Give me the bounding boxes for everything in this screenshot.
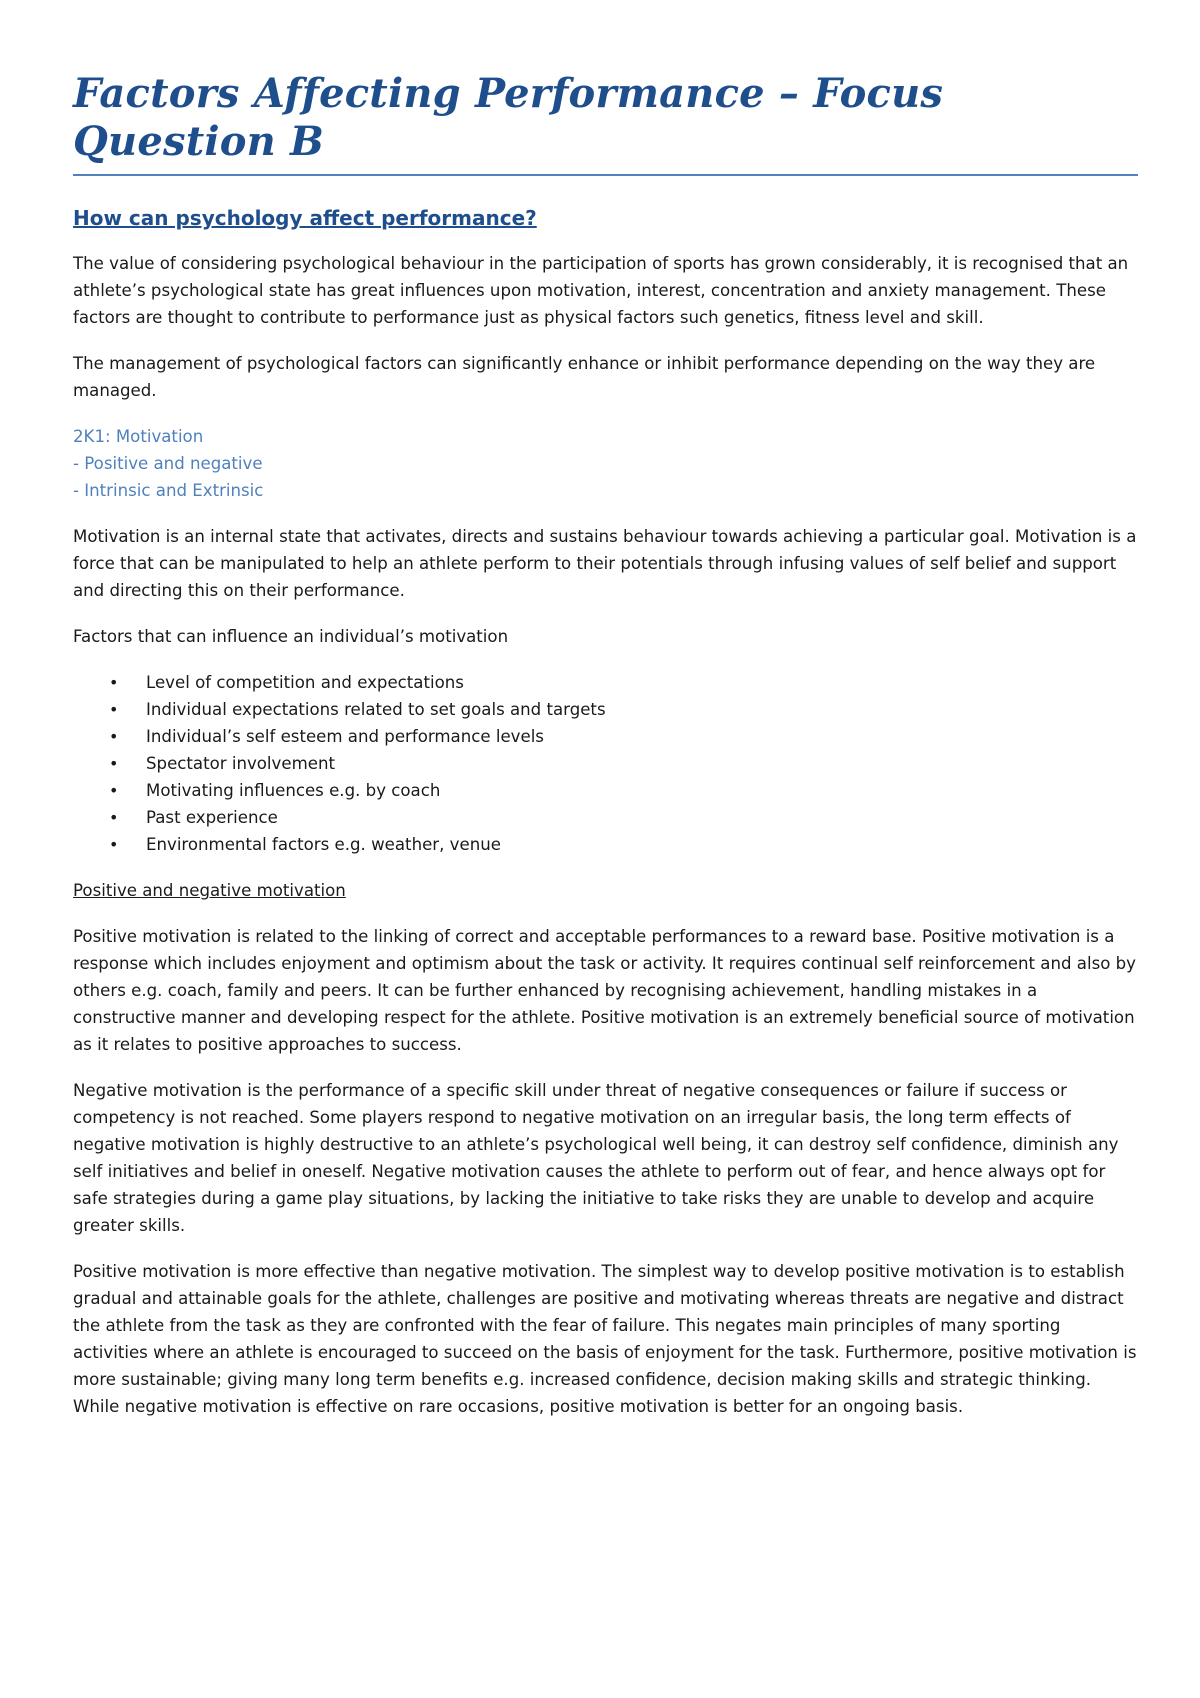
management-paragraph: The management of psychological factors can significantly enhance or inhibit performance depending on the way they are managed. <box>73 354 1096 400</box>
document-page <box>73 70 1138 1420</box>
syllabus-outline <box>73 423 1138 504</box>
list-item-text: Spectator involvement <box>146 754 335 773</box>
outline-line: - Positive and negative <box>73 454 263 473</box>
page-title: Factors Affecting Performance – Focus Question B <box>73 70 1138 176</box>
list-item <box>73 669 1138 696</box>
list-item-text: Past experience <box>146 808 278 827</box>
bullet-icon: • <box>109 700 119 719</box>
bullet-icon: • <box>109 808 119 827</box>
outline-line: 2K1: Motivation <box>73 427 204 446</box>
section-subheading: How can psychology affect performance? <box>73 206 537 230</box>
positive-motivation-paragraph: Positive motivation is related to the linking of correct and acceptable performances to a reward base. Positive motivation is a response which includes enjoyment and optimism about the task or activity. It requires continual self reinforcement and also by others e.g. coach, family and peers. It can be further enhanced by recognising achievement, handling mistakes in a constructive manner and developing respect for the athlete. Positive motivation is an extremely beneficial source of motivation as it relates to positive approaches to success. <box>73 927 1137 1054</box>
list-item <box>73 804 1138 831</box>
list-item-text: Motivating influences e.g. by coach <box>146 781 441 800</box>
factors-intro-paragraph: Factors that can influence an individual’s motivation <box>73 627 509 646</box>
factors-list <box>73 669 1138 858</box>
motivation-definition-paragraph: Motivation is an internal state that activates, directs and sustains behaviour towards achieving a particular goal. Motivation is a force that can be manipulated to help an athlete perform to their potentials through infusing values of self belief and support and directing this on their performance. <box>73 527 1137 600</box>
list-item-text: Individual expectations related to set goals and targets <box>146 700 606 719</box>
comparison-paragraph: Positive motivation is more effective than negative motivation. The simplest way to develop positive motivation is to establish gradual and attainable goals for the athlete, challenges are positive and motivating whereas threats are negative and distract the athlete from the task as they are confronted with the fear of failure. This negates main principles of many sporting activities where an athlete is encouraged to succeed on the basis of enjoyment for the task. Furthermore, positive motivation is more sustainable; giving many long term benefits e.g. increased confidence, decision making skills and strategic thinking. While negative motivation is effective on rare occasions, positive motivation is better for an ongoing basis. <box>73 1262 1137 1416</box>
bullet-icon: • <box>109 835 119 854</box>
intro-paragraph: The value of considering psychological behaviour in the participation of sports has grown considerably, it is recognised that an athlete’s psychological state has great influences upon motivation, interest, concentration and anxiety management. These factors are thought to contribute to performance just as physical factors such genetics, fitness level and skill. <box>73 254 1129 327</box>
list-item-text: Environmental factors e.g. weather, venue <box>146 835 501 854</box>
list-item <box>73 750 1138 777</box>
bullet-icon: • <box>109 781 119 800</box>
outline-line: - Intrinsic and Extrinsic <box>73 481 264 500</box>
bullet-icon: • <box>109 673 119 692</box>
list-item <box>73 777 1138 804</box>
list-item <box>73 696 1138 723</box>
list-item-text: Level of competition and expectations <box>146 673 464 692</box>
list-item <box>73 723 1138 750</box>
negative-motivation-paragraph: Negative motivation is the performance of a specific skill under threat of negative consequences or failure if success or competency is not reached. Some players respond to negative motivation on an irregular basis, the long term effects of negative motivation is highly destructive to an athlete’s psychological well being, it can destroy self confidence, diminish any self initiatives and belief in oneself. Negative motivation causes the athlete to perform out of fear, and hence always opt for safe strategies during a game play situations, by lacking the initiative to take risks they are unable to develop and acquire greater skills. <box>73 1081 1119 1235</box>
bullet-icon: • <box>109 727 119 746</box>
list-item-text: Individual’s self esteem and performance levels <box>146 727 544 746</box>
list-item <box>73 831 1138 858</box>
bullet-icon: • <box>109 754 119 773</box>
positive-negative-heading: Positive and negative motivation <box>73 881 346 900</box>
